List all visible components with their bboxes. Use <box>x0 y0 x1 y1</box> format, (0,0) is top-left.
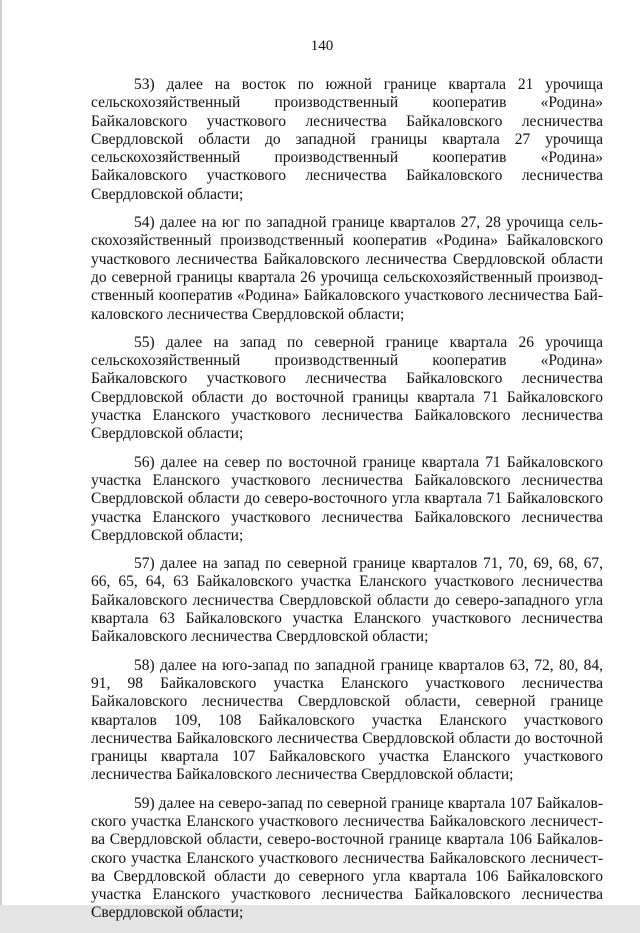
page-number: 140 <box>310 38 334 54</box>
paragraph-59: 59) далее на северо-запад по северной границе квартала 107 Байкаловского участка Еланского участкового лесничества Байкаловского лесничества Свердловской области, северо-восточной границе квартала 106 Байкаловского участка Еланского участкового лесничества Байкаловского лесничества Свердловской области до северного угла квартала 106 Байкаловского участка Еланского участкового лесничества Байкаловского лесничества Свердловской области; <box>91 794 603 922</box>
paragraph-54: 54) далее на юг по западной границе кварталов 27, 28 урочища сельскохозяйственный производственный кооператив «Родина» Байкаловского участкового лесничества Байкаловского лесничества Свердловской области до северной границы квартала 26 урочища сельскохозяйственный производственный кооператив «Родина» Байкаловского участкового лесничества Байкаловского лесничества Свердловской области; <box>91 214 603 323</box>
paragraph-55: 55) далее на запад по северной границе квартала 26 урочища сельскохозяйственный производственный кооператив «Родина» Байкаловского участкового лесничества Байкаловского лесничества Свердловской области до восточной границы квартала 71 Байкаловского участка Еланского участкового лесничества Байкаловского лесничества Свердловской области; <box>91 333 603 443</box>
paragraph-58: 58) далее на юго-запад по западной границе кварталов 63, 72, 80, 84, 91, 98 Байкаловского участка Еланского участкового лесничества Байкаловского лесничества Свердловской области, северной границе кварталов 109, 108 Байкаловского участка Еланского участкового лесничества Байкаловского лесничества Свердловской области до восточной границы квартала 107 Байкаловского участка Еланского участкового лесничества Байкаловского лесничества Свердловской области; <box>91 656 603 784</box>
paragraph-57: 57) далее на запад по северной границе кварталов 71, 70, 69, 68, 67, 66, 65, 64, 63 Байкаловского участка Еланского участкового лесничества Байкаловского лесничества Свердловской области до северо-западного угла квартала 63 Байкаловского участка Еланского участкового лесничества Байкаловского лесничества Свердловской области; <box>91 555 603 646</box>
paragraph-53: 53) далее на восток по южной границе квартала 21 урочища сельскохозяйственный производственный кооператив «Родина» Байкаловского участкового лесничества Байкаловского лесничества Свердловской области до западной границы квартала 27 урочища сельскохозяйственный производственный кооператив «Родина» Байкаловского участкового лесничества Байкаловского лесничества Свердловской области; <box>91 76 603 203</box>
document-body <box>91 76 603 933</box>
paragraph-56: 56) далее на север по восточной границе квартала 71 Байкаловского участка Еланского участкового лесничества Байкаловского лесничества Свердловской области до северо-восточного угла квартала 71 Байкаловского участка Еланского участкового лесничества Байкаловского лесничества Свердловской области; <box>91 453 603 544</box>
